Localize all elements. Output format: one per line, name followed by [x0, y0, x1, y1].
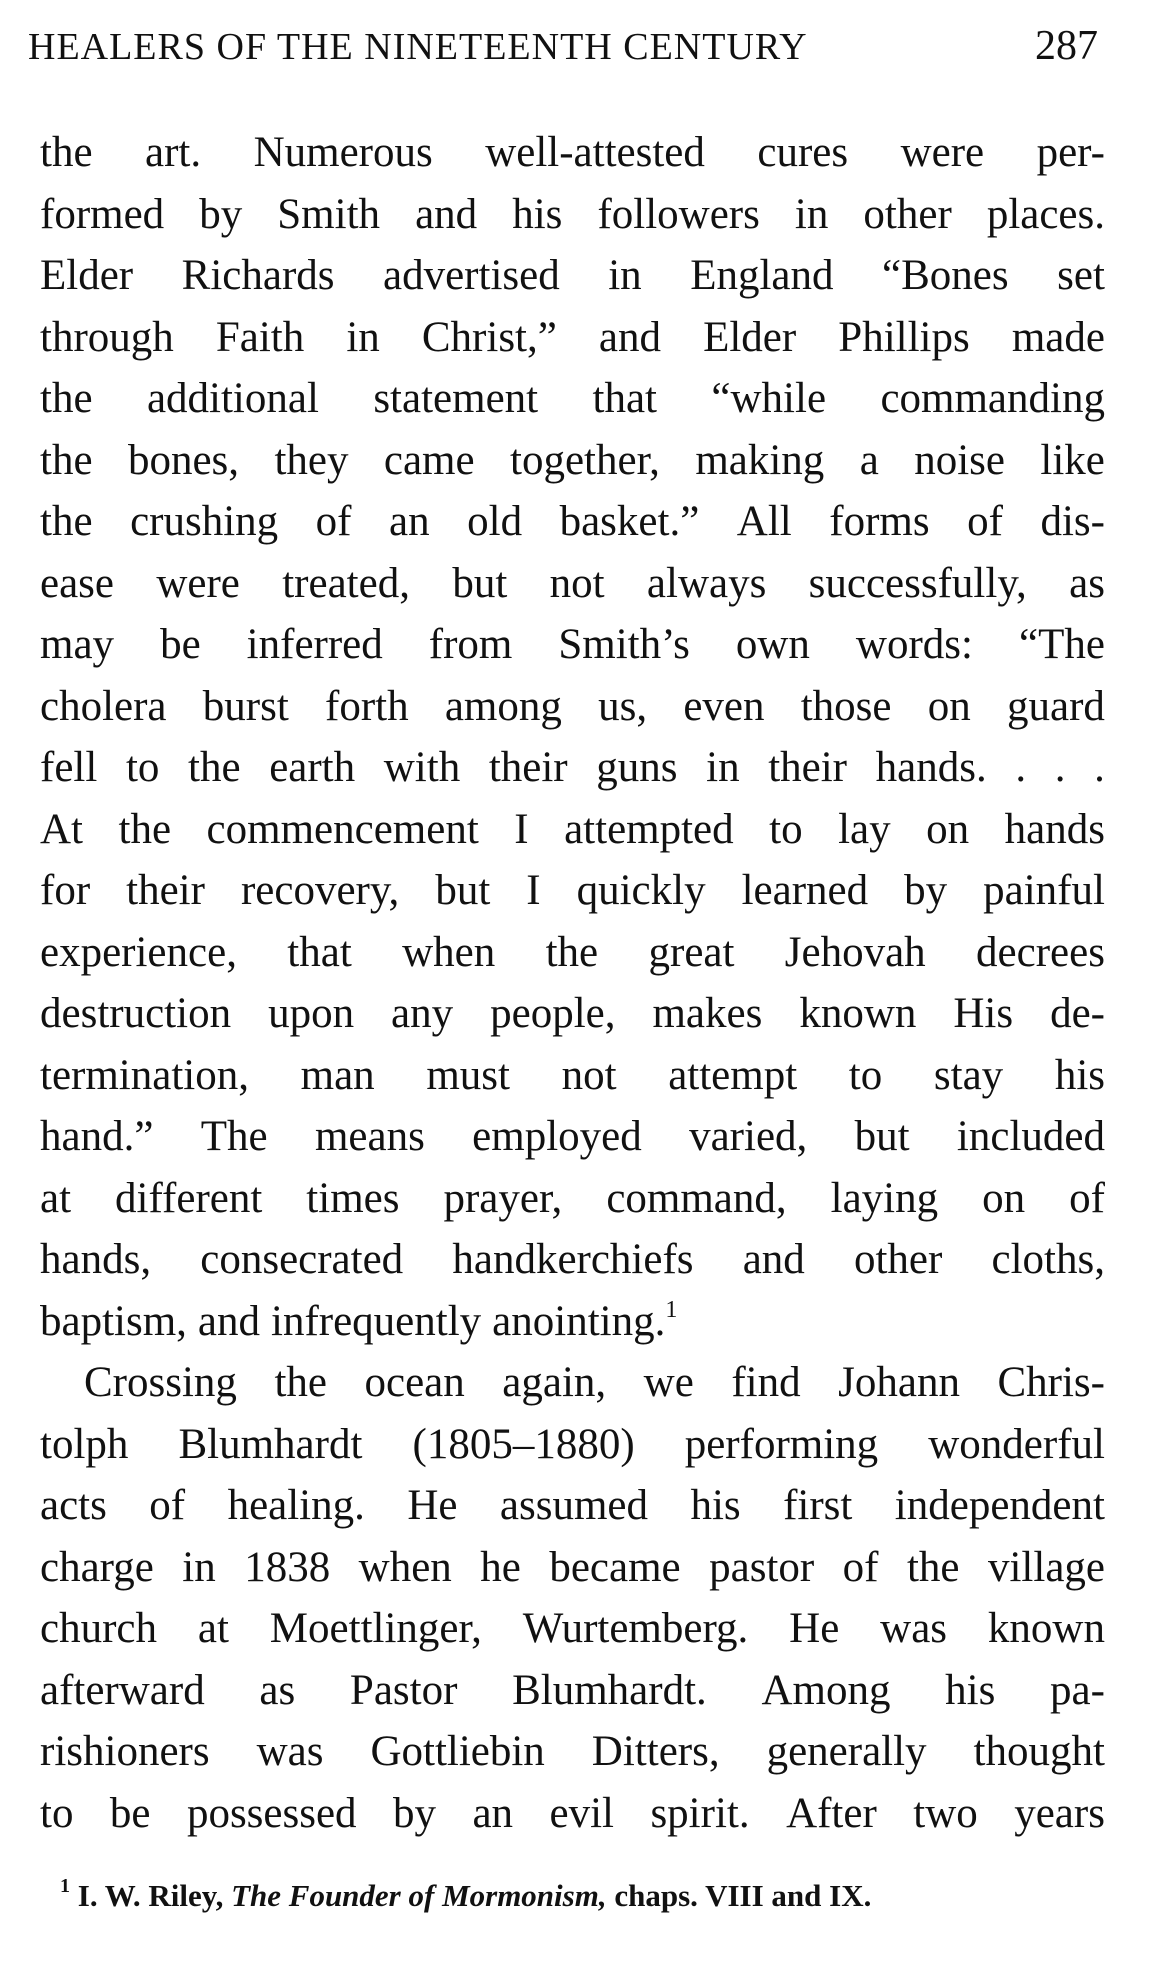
- word: in: [706, 744, 740, 791]
- word: command,: [606, 1174, 787, 1222]
- footnote: [60, 1875, 1080, 1914]
- word: two: [913, 1789, 978, 1837]
- word: an: [389, 498, 430, 545]
- word: Elder: [703, 313, 797, 361]
- word: his: [1054, 1051, 1105, 1099]
- word: independent: [894, 1482, 1105, 1529]
- word: words:: [855, 621, 973, 668]
- word: by: [393, 1789, 437, 1837]
- word: to: [40, 1789, 74, 1837]
- word: other: [853, 1236, 943, 1283]
- running-title: HEALERS OF THE NINETEENTH CENTURY: [28, 26, 808, 68]
- word: different: [115, 1174, 263, 1222]
- word: find: [731, 1359, 801, 1406]
- word: great: [648, 928, 735, 976]
- word: their: [488, 744, 568, 791]
- word: and: [415, 190, 478, 238]
- word: and: [197, 1297, 261, 1345]
- word: 1838: [244, 1543, 331, 1591]
- word: I: [526, 867, 541, 914]
- word: England: [690, 252, 834, 299]
- word: those: [800, 682, 892, 730]
- word: be: [160, 621, 201, 668]
- text-line: [40, 1106, 1105, 1168]
- word: came: [383, 436, 475, 484]
- word: their: [126, 867, 205, 914]
- word: at: [40, 1174, 72, 1222]
- word: Gottliebin: [370, 1728, 545, 1775]
- word: an: [472, 1789, 514, 1837]
- word: they: [274, 436, 349, 484]
- word: (1805–1880): [412, 1420, 635, 1468]
- page-number: 287: [1035, 23, 1098, 69]
- word: Smith: [277, 190, 381, 238]
- word: people,: [490, 990, 616, 1037]
- word: the: [274, 1359, 327, 1406]
- word: in: [608, 252, 642, 299]
- word: any: [391, 990, 454, 1037]
- text-line: [40, 1783, 1105, 1845]
- word: of: [315, 498, 352, 545]
- word: must: [426, 1051, 510, 1099]
- word: Among: [761, 1666, 891, 1714]
- word: to: [769, 805, 803, 853]
- word: was: [256, 1728, 324, 1775]
- word: church: [40, 1605, 157, 1652]
- word: acts: [40, 1482, 107, 1529]
- word: dis-: [1040, 498, 1105, 545]
- word: burst: [202, 682, 289, 730]
- word: times: [306, 1174, 400, 1222]
- word: “The: [1018, 621, 1105, 668]
- word: Numerous: [253, 129, 433, 176]
- word: like: [1040, 436, 1105, 484]
- word: Phillips: [838, 313, 970, 361]
- word: hand.”: [40, 1113, 154, 1160]
- word: He: [789, 1605, 840, 1652]
- word: cloths,: [991, 1236, 1105, 1283]
- word: Blumhardt.: [512, 1666, 707, 1714]
- word: experience,: [40, 928, 237, 976]
- word: .: [1094, 744, 1105, 791]
- word: through: [40, 313, 174, 361]
- text-line: [40, 1475, 1105, 1537]
- word: possessed: [186, 1789, 357, 1837]
- word: in: [794, 190, 829, 238]
- word: Elder: [40, 252, 134, 299]
- word: but: [435, 867, 491, 914]
- word: Smith’s: [558, 621, 690, 668]
- text-line: [40, 430, 1105, 492]
- word: well-attested: [485, 129, 705, 176]
- word: man: [300, 1051, 375, 1099]
- word: set: [1057, 252, 1105, 299]
- word: of: [1069, 1174, 1105, 1222]
- word: destruction: [40, 990, 232, 1037]
- word: years: [1014, 1789, 1105, 1837]
- word: included: [956, 1113, 1105, 1160]
- word: art.: [145, 129, 202, 176]
- word: additional: [146, 375, 319, 422]
- text-line: [40, 553, 1105, 615]
- word: by: [199, 190, 243, 238]
- word: with: [383, 744, 461, 791]
- word: varied,: [689, 1113, 808, 1160]
- text-line: [40, 860, 1105, 922]
- word: earth: [269, 744, 356, 791]
- word: Christ,”: [421, 313, 557, 361]
- word: by: [904, 867, 948, 914]
- word: After: [786, 1789, 877, 1837]
- word: the: [545, 928, 599, 976]
- word: on: [982, 1174, 1026, 1222]
- word: be: [109, 1789, 151, 1837]
- word: upon: [268, 990, 355, 1037]
- text-line: [40, 983, 1105, 1045]
- word: Ditters,: [591, 1728, 720, 1775]
- word: was: [880, 1605, 948, 1652]
- word: thought: [973, 1728, 1105, 1775]
- word: evil: [549, 1789, 614, 1837]
- word: became: [549, 1543, 681, 1591]
- word: the: [40, 498, 93, 545]
- text-line: [40, 184, 1105, 246]
- text-line: [40, 614, 1105, 676]
- word: cholera: [40, 682, 167, 730]
- word: Pastor: [349, 1666, 458, 1714]
- word: followers: [597, 190, 760, 238]
- text-line: [40, 245, 1105, 307]
- word: not: [561, 1051, 617, 1099]
- text-line: [40, 1291, 1105, 1353]
- word: made: [1011, 313, 1105, 361]
- text-line: [40, 1045, 1105, 1107]
- word: may: [40, 621, 115, 668]
- word: charge: [40, 1543, 154, 1591]
- word: to: [848, 1051, 883, 1099]
- word: his: [512, 190, 563, 238]
- running-head: [28, 22, 1098, 82]
- word: the: [40, 129, 93, 176]
- word: together,: [510, 436, 660, 484]
- text-line: [40, 1598, 1105, 1660]
- word: generally: [766, 1728, 927, 1775]
- word: we: [643, 1359, 694, 1406]
- word: making: [695, 436, 825, 484]
- word: rishioners: [40, 1728, 210, 1775]
- word: at: [197, 1605, 229, 1652]
- word: that: [287, 928, 352, 976]
- word: assumed: [499, 1482, 648, 1529]
- word: of: [967, 498, 1003, 545]
- word: ease: [40, 559, 114, 607]
- word: again,: [502, 1359, 607, 1406]
- word: Moettlinger,: [269, 1605, 482, 1652]
- text-line: [40, 491, 1105, 553]
- word: and: [598, 313, 662, 361]
- word: as: [259, 1666, 296, 1714]
- footnote-rest: chaps. VIII and IX.: [614, 1878, 872, 1913]
- word: that: [592, 375, 657, 422]
- word: guns: [596, 744, 678, 791]
- word: anointing.$^1$: [492, 1296, 678, 1345]
- word: for: [40, 867, 91, 914]
- word: handkerchiefs: [452, 1236, 694, 1283]
- word: painful: [983, 867, 1105, 914]
- word: as: [1069, 559, 1105, 607]
- word: Faith: [215, 313, 305, 361]
- word: known: [987, 1605, 1105, 1652]
- word: bones,: [127, 436, 240, 484]
- footnote-marker: 1: [60, 1875, 70, 1897]
- word: when: [402, 928, 496, 976]
- word: Richards: [181, 252, 335, 299]
- word: commanding: [880, 375, 1105, 422]
- word: us,: [598, 682, 648, 730]
- word: spirit.: [650, 1789, 750, 1837]
- word: Crossing: [84, 1359, 237, 1406]
- word: the: [188, 744, 241, 791]
- word: pastor: [709, 1543, 815, 1591]
- word: prayer,: [443, 1174, 563, 1222]
- text-line: [40, 922, 1105, 984]
- text-line: [40, 1660, 1105, 1722]
- word: hands.: [875, 744, 987, 791]
- word: village: [987, 1543, 1105, 1591]
- word: cures: [757, 129, 849, 176]
- word: the: [40, 375, 93, 422]
- word: forms: [829, 498, 930, 545]
- word: Jehovah: [784, 928, 926, 976]
- word: his: [945, 1666, 996, 1714]
- word: of: [842, 1543, 879, 1591]
- footnote-reference: 1: [665, 1296, 678, 1323]
- word: but: [854, 1113, 910, 1160]
- word: he: [480, 1543, 521, 1591]
- word: His: [953, 990, 1014, 1037]
- text-line: [40, 1414, 1105, 1476]
- word: even: [683, 682, 765, 730]
- word: in: [346, 313, 380, 361]
- word: treated,: [282, 559, 410, 607]
- word: successfully,: [808, 559, 1027, 607]
- word: and: [742, 1236, 805, 1283]
- text-line: [40, 122, 1105, 184]
- word: not: [549, 559, 605, 607]
- word: quickly: [576, 867, 706, 914]
- word: .: [1054, 744, 1066, 791]
- text-line: [40, 799, 1105, 861]
- word: were: [156, 559, 240, 607]
- word: advertised: [383, 252, 560, 299]
- word: All: [736, 498, 792, 545]
- word: on: [926, 805, 970, 853]
- word: guard: [1006, 682, 1105, 730]
- word: Blumhardt: [178, 1420, 363, 1468]
- word: were: [900, 129, 985, 176]
- text-line: [40, 307, 1105, 369]
- word: to: [125, 744, 160, 791]
- word: a: [859, 436, 879, 484]
- word: makes: [652, 990, 763, 1037]
- word: his: [690, 1482, 741, 1529]
- word: .: [1015, 744, 1027, 791]
- word: “Bones: [882, 252, 1009, 299]
- word: per-: [1036, 129, 1105, 176]
- word: inferred: [246, 621, 383, 668]
- word: on: [927, 682, 971, 730]
- word: known: [799, 990, 917, 1037]
- word: commencement: [206, 805, 479, 853]
- text-line: [40, 737, 1105, 799]
- word: recovery,: [240, 867, 400, 914]
- word: the: [40, 436, 93, 484]
- word: infrequently: [271, 1297, 482, 1345]
- word: statement: [373, 375, 539, 422]
- word: performing: [684, 1420, 879, 1468]
- word: own: [735, 621, 810, 668]
- body-text: [40, 122, 1105, 1844]
- text-line: [40, 1537, 1105, 1599]
- word: attempt: [668, 1051, 798, 1099]
- word: hands,: [40, 1236, 152, 1283]
- word: pa-: [1050, 1666, 1105, 1714]
- word: hands: [1004, 805, 1105, 853]
- word: in: [182, 1543, 216, 1591]
- footnote-title: The Founder of Mormonism,: [231, 1878, 607, 1913]
- word: the: [118, 805, 172, 853]
- word: when: [358, 1543, 452, 1591]
- word: learned: [741, 867, 869, 914]
- word: attempted: [564, 805, 734, 853]
- word: decrees: [976, 928, 1105, 976]
- word: healing.: [227, 1482, 365, 1529]
- word: wonderful: [928, 1420, 1105, 1468]
- text-line: [40, 1168, 1105, 1230]
- word: Wurtemberg.: [522, 1605, 749, 1652]
- word: afterward: [40, 1666, 205, 1714]
- word: always: [646, 559, 767, 607]
- word: ocean: [364, 1359, 465, 1406]
- word: other: [863, 190, 952, 238]
- word: formed: [40, 190, 165, 238]
- word: means: [314, 1113, 425, 1160]
- text-line: [40, 368, 1105, 430]
- word: Chris-: [997, 1359, 1105, 1406]
- text-line: [40, 1352, 1105, 1414]
- word: basket.”: [559, 498, 700, 545]
- word: first: [783, 1482, 853, 1529]
- word: noise: [914, 436, 1005, 484]
- word: of: [149, 1482, 186, 1529]
- word: I: [514, 805, 529, 853]
- word: employed: [472, 1113, 642, 1160]
- word: from: [428, 621, 513, 668]
- word: consecrated: [200, 1236, 404, 1283]
- word: “while: [711, 375, 827, 422]
- word: but: [452, 559, 508, 607]
- word: fell: [40, 744, 98, 791]
- text-line: [40, 1721, 1105, 1783]
- word: Johann: [838, 1359, 960, 1406]
- word: termination,: [40, 1051, 249, 1099]
- word: lay: [838, 805, 891, 853]
- word: baptism,: [40, 1297, 187, 1345]
- word: among: [444, 682, 562, 730]
- word: old: [467, 498, 523, 545]
- text-line: [40, 676, 1105, 738]
- word: crushing: [130, 498, 279, 545]
- word: stay: [933, 1051, 1004, 1099]
- word: places.: [986, 190, 1105, 238]
- word: He: [407, 1482, 458, 1529]
- word: the: [906, 1543, 960, 1591]
- word: laying: [830, 1174, 939, 1222]
- word: forth: [325, 682, 409, 730]
- word: de-: [1050, 990, 1105, 1037]
- footnote-author: I. W. Riley,: [77, 1878, 224, 1913]
- word: The: [200, 1113, 268, 1160]
- word: At: [40, 805, 83, 853]
- word: their: [768, 744, 848, 791]
- word: tolph: [40, 1420, 129, 1468]
- text-line: [40, 1229, 1105, 1291]
